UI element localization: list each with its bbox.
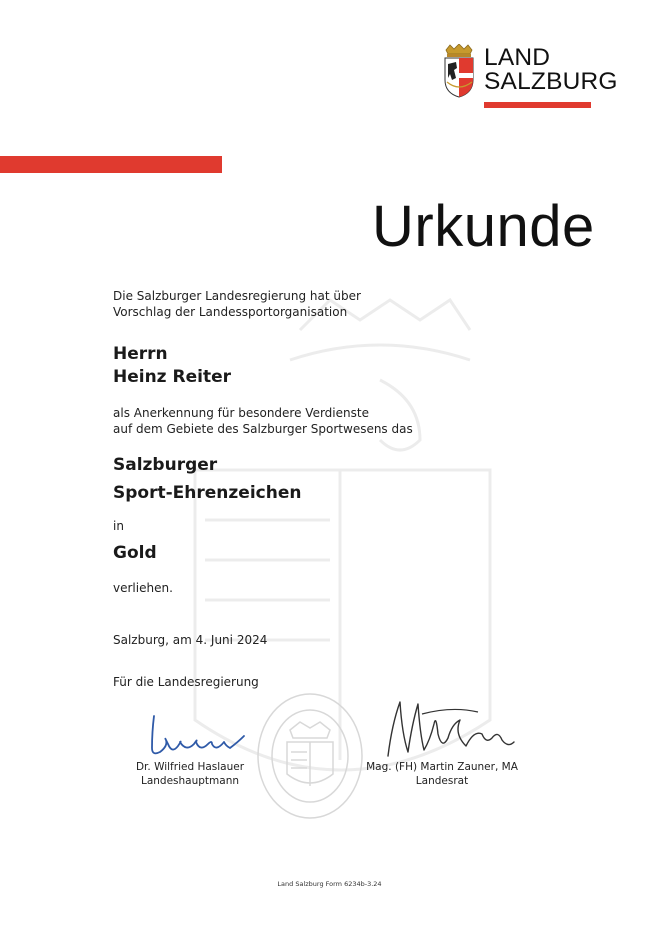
signature-haslauer [146, 712, 250, 764]
intro-line2: Vorschlag der Landessportorganisation [113, 305, 348, 319]
signatory-2-role: Landesrat [415, 775, 469, 787]
seal-stamp-icon [255, 690, 365, 825]
award-grade: Gold [113, 543, 157, 563]
award-line1: Salzburger [113, 455, 218, 475]
document-title: Urkunde [372, 194, 595, 259]
logo-line1: LAND [484, 44, 551, 71]
logo-line2: SALZBURG [484, 68, 618, 95]
reason-line2: auf dem Gebiete des Salzburger Sportwesens das [113, 422, 413, 436]
coat-of-arms-icon [442, 44, 476, 98]
recipient-name: Heinz Reiter [113, 367, 231, 387]
place-date: Salzburg, am 4. Juni 2024 [113, 633, 268, 647]
signatory-2-name: Mag. (FH) Martin Zauner, MA [366, 761, 518, 773]
award-verb: verliehen. [113, 581, 173, 595]
signatory-1-role: Landeshauptmann [140, 775, 240, 787]
intro-line1: Die Salzburger Landesregierung hat über [113, 289, 361, 303]
on-behalf: Für die Landesregierung [113, 675, 259, 689]
award-connector: in [113, 519, 124, 533]
signatory-1-name: Dr. Wilfried Haslauer [135, 761, 245, 773]
left-red-bar [0, 156, 222, 173]
reason-line1: als Anerkennung für besondere Verdienste [113, 406, 369, 420]
form-number: Land Salzburg Form 6234b-3.24 [277, 880, 382, 888]
award-line2: Sport-Ehrenzeichen [113, 483, 302, 503]
logo-red-bar [484, 102, 591, 108]
signature-zauner [382, 694, 522, 764]
logo-wordmark [484, 46, 618, 94]
recipient-salutation: Herrn [113, 344, 168, 364]
land-salzburg-logo [442, 44, 632, 114]
